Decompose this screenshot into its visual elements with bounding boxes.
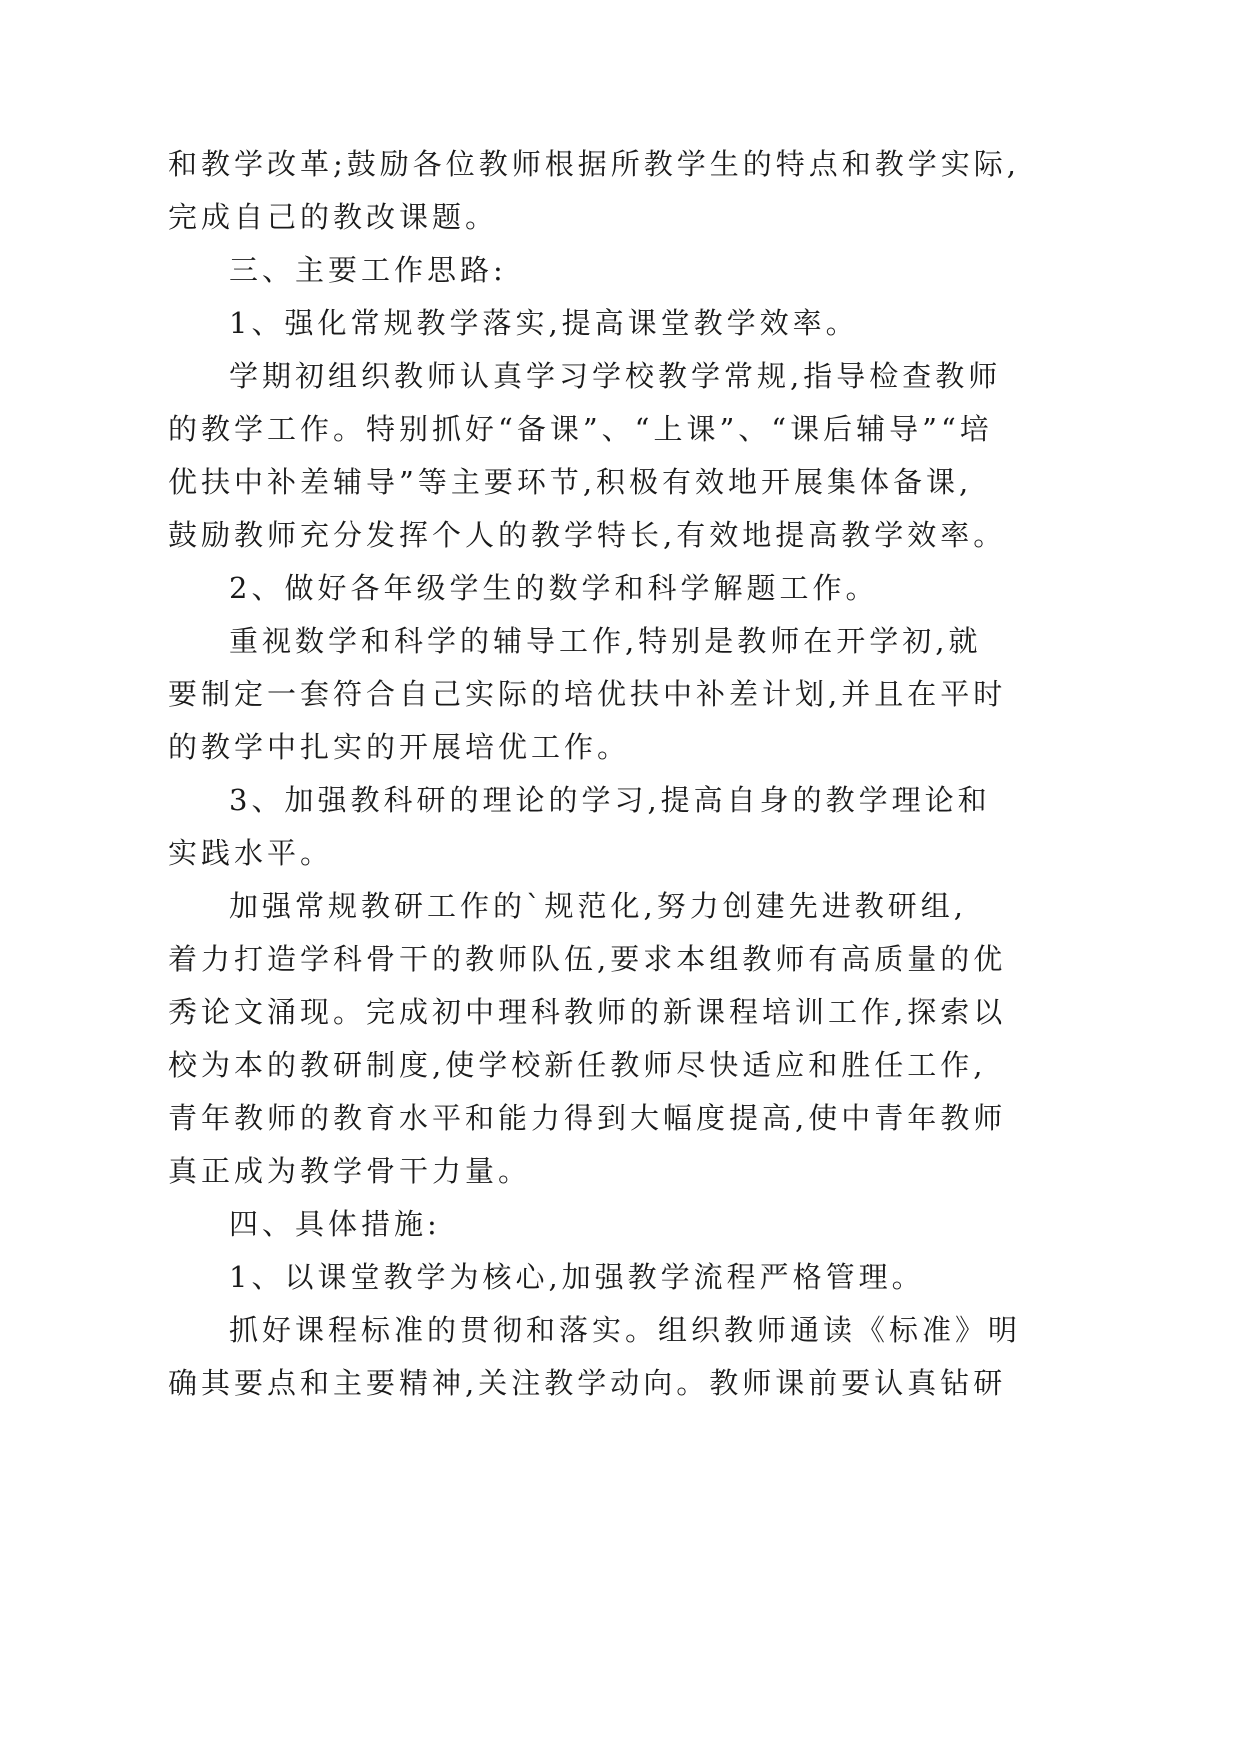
text-line: 实践水平。 (168, 836, 334, 870)
text-line: 鼓励教师充分发挥个人的教学特长,有效地提高教学效率。 (168, 518, 1007, 552)
text-line: 重视数学和科学的辅导工作,特别是教师在开学初,就 (229, 624, 982, 658)
text-line: 着力打造学科骨干的教师队伍,要求本组教师有高质量的优 (168, 942, 1007, 976)
text-line: 青年教师的教育水平和能力得到大幅度提高,使中青年教师 (168, 1101, 1007, 1135)
text-line: 完成自己的教改课题。 (168, 200, 499, 234)
section-heading: 三、主要工作思路: (229, 253, 507, 287)
text-line: 的教学中扎实的开展培优工作。 (168, 730, 631, 764)
text-line: 加强常规教研工作的`规范化,努力创建先进教研组, (229, 889, 967, 923)
text-line: 和教学改革;鼓励各位教师根据所教学生的特点和教学实际, (168, 147, 1020, 181)
text-line: 要制定一套符合自己实际的培优扶中补差计划,并且在平时 (168, 677, 1007, 711)
subsection-heading: 1、以课堂教学为核心,加强教学流程严格管理。 (229, 1260, 925, 1294)
section-heading: 四、具体措施: (229, 1207, 441, 1241)
text-line: 确其要点和主要精神,关注教学动向。教师课前要认真钻研 (168, 1366, 1007, 1400)
text-line: 校为本的教研制度,使学校新任教师尽快适应和胜任工作, (168, 1048, 987, 1082)
text-line: 秀论文涌现。完成初中理科教师的新课程培训工作,探索以 (168, 995, 1007, 1029)
subsection-heading: 1、强化常规教学落实,提高课堂教学效率。 (229, 306, 859, 340)
text-line: 学期初组织教师认真学习学校教学常规,指导检查教师 (229, 359, 1002, 393)
subsection-heading: 2、做好各年级学生的数学和科学解题工作。 (229, 571, 879, 605)
text-line: 的教学工作。特别抓好“备课”、“上课”、“课后辅导”“培 (168, 412, 993, 446)
subsection-heading: 3、加强教科研的理论的学习,提高自身的教学理论和 (229, 783, 991, 817)
text-line: 真正成为教学骨干力量。 (168, 1154, 532, 1188)
text-line: 抓好课程标准的贯彻和落实。组织教师通读《标准》明 (229, 1313, 1022, 1347)
text-line: 优扶中补差辅导”等主要环节,积极有效地开展集体备课, (168, 465, 973, 499)
